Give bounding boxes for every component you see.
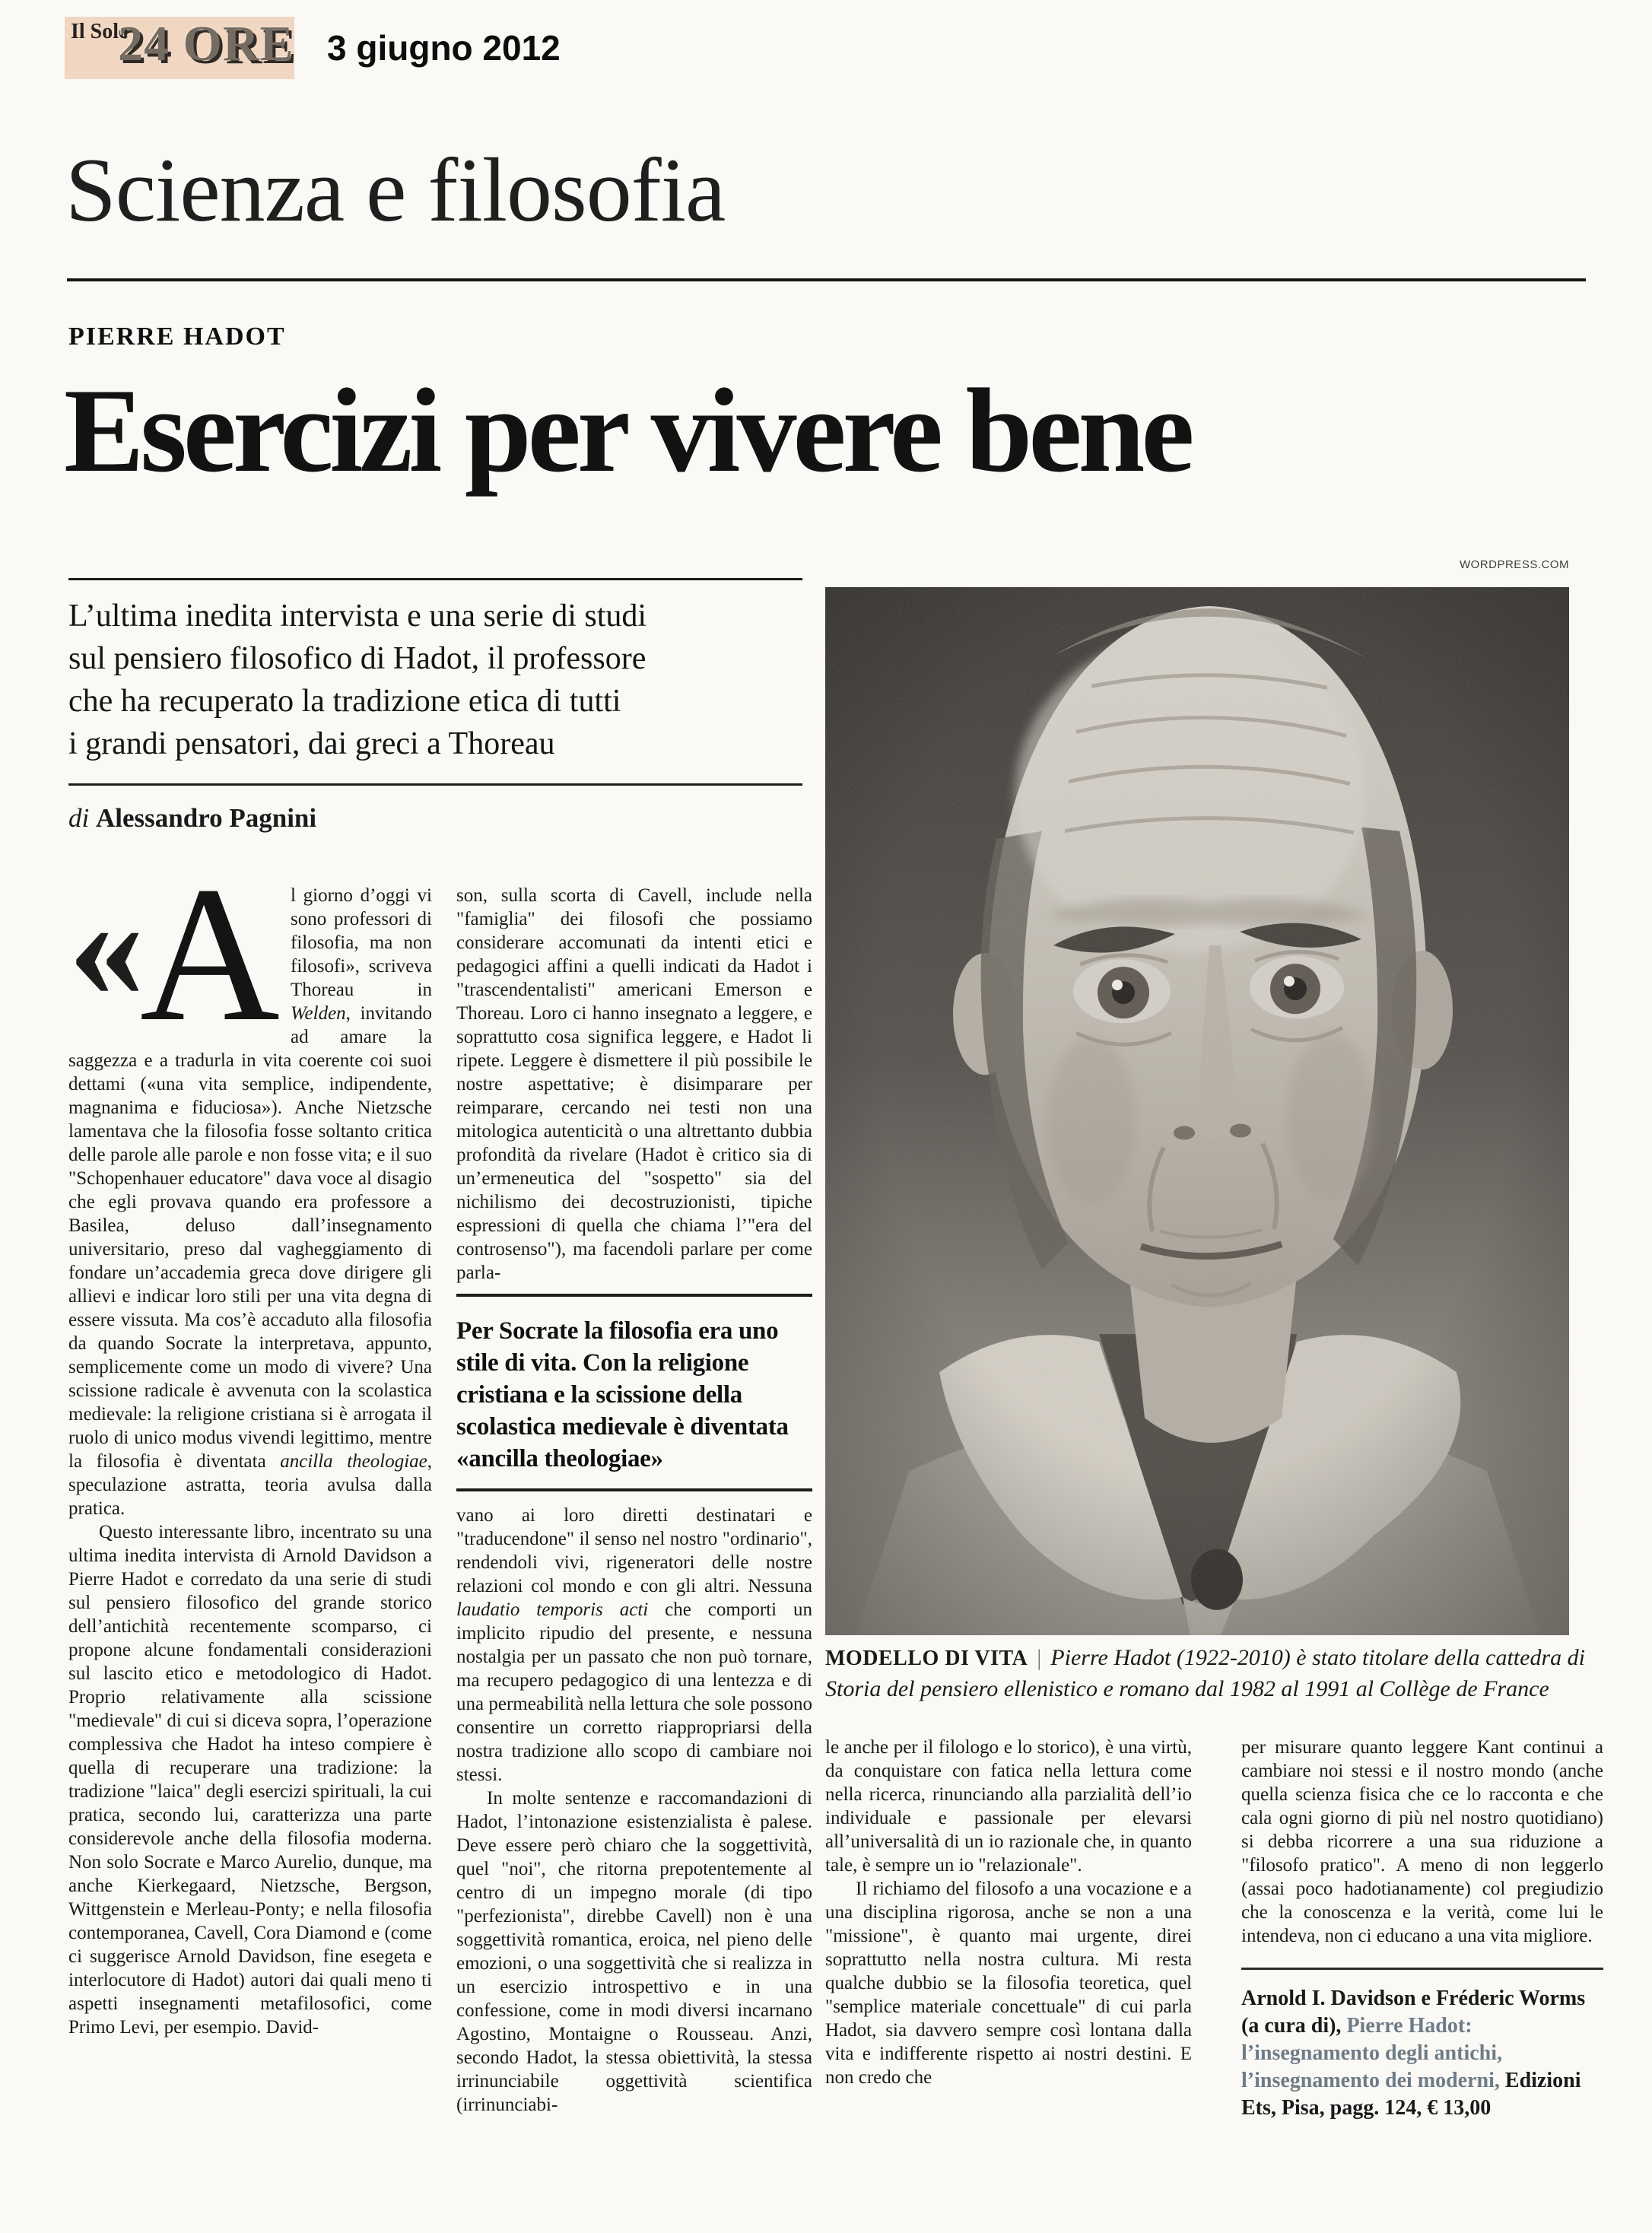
caption-separator: | [1037,1645,1042,1670]
open-guillemet: « [68,862,145,1030]
article-kicker: PIERRE HADOT [68,322,286,351]
pull-quote: Per Socrate la filosofia era uno stile di vita. Con la religione cristiana e la scissione della scolastica medievale è diventata «ancilla theologiae» [456,1294,812,1491]
book-rule [1241,1968,1603,1970]
article-headline: Esercizi per vivere bene [64,364,1191,497]
paragraph: son, sulla scorta di Cavell, include nella "famiglia" dei filosofi che possiamo considerare accomunati da intenti etici e pedagogici affini a quelli indicati da Hadot i "trascendentalisti" americani Emerson e Thoreau. Loro ci hanno insegnato a leggere, e soprattutto cosa significa leggere, e Hadot li ripete. Leggere è dismettere il più possibile le nostre aspettative; è disimparare per reimparare, cercando nei testi non una mitologica autenticità o una altrettanto dubbia profondità da rivelare (Hadot è critico sia di un’ermeneutica del "sospetto" sia del nichilismo dei decostruzionisti, tipiche espressioni di quella che chiama l’"era del controsenso"), ma facendoli parlare per come parla- [456,885,812,1283]
photo-credit: WORDPRESS.COM [1459,558,1569,571]
portrait-illustration [825,587,1569,1635]
paragraph: le anche per il filologo e lo storico), è una virtù, da conquistare con fatica nella lettura come nella ricerca, rinunciando alla parzialità dell’io individuale e passionale per elevarsi all’universalità di un io razionale che, in quanto tale, è sempre un io "relazionale". [825,1737,1192,1876]
drop-cap [68,847,291,1062]
book-reference [1241,1985,1603,2122]
paragraph: vano ai loro diretti destinatari e "traducendone" il senso nel nostro "ordinario", rendendoli vivi, rigeneratori delle nostre relazioni col mondo e con gli altri. Nessuna laudatio temporis acti che comporti un implicito ripudio del presente, e nessuna nostalgia per un passato che non può tornare, ma recupero pedagogico di una lentezza e di una permeabilità nella lettura che sole possono consentire un corretto riappropriarsi della nostra tradizione allo scopo di cambiare noi stessi. [456,1505,813,1785]
masthead-brand-big: 24 ORE [118,16,294,71]
byline-name: Alessandro Pagnini [95,803,317,833]
byline [68,803,316,834]
photo-caption [825,1643,1601,1704]
caption-label: MODELLO DI VITA [825,1647,1028,1670]
section-title: Scienza e filosofia [65,139,726,240]
paragraph [68,847,433,1520]
paragraph: In molte sentenze e raccomandazioni di Hadot, l’intonazione esistenzialista è palese. Deve essere però chiaro che la soggettività, quel "noi", che ritorna prepotentemente al centro di un impegno morale (di tipo "perfezionista", direbbe Cavell) non è una soggettività romantica, eroica, nel pieno delle emozioni, o una soggettività che si realizza in un esercizio introspettivo e in una confessione, come in modi diversi incarnano Agostino, Montaigne o Rousseau. Anzi, secondo Hadot, la stessa obiettività, la stessa irrinunciabile oggettività scientifica (irrinunciabi- [456,1788,812,2115]
standfirst: L’ultima inedita intervista e una serie di studi sul pensiero filosofico di Hadot, il professore che ha recuperato la tradizione etica di tutti i grandi pensatori, dai greci a Thoreau [68,599,647,761]
drop-cap-letter: A [139,847,280,1062]
body-column-1 [68,847,433,2039]
book-publisher: Edizioni Ets, Pisa, pagg. 124, € 13,00 [1241,2069,1581,2120]
paragraph: Questo interessante libro, incentrato su una ultima inedita intervista di Arnold Davidson a Pierre Hadot e corredato da una serie di studi sul pensiero filosofico del grande storico dell’antichità recentemente scomparso, ci propone alcune fondamentali considerazioni sul lascito etico e metodologico di Hadot. Proprio relativamente alla scissione "medievale" di cui si diceva sopra, l’operazione complessiva che Hadot ha inteso compiere è quella di recuperare una tradizione: la tradizione "laica" degli esercizi spirituali, la cui pratica, secondo lui, caratterizza una parte considerevole anche della filosofia moderna. Non solo Socrate e Marco Aurelio, dunque, ma anche Kierkegaard, Nietzsche, Bergson, Wittgenstein e Merleau-Ponty; e nella filosofia contemporanea, Cavell, Cora Diamond e (come ci suggerisce Arnold Davidson, fine esegeta e interlocutore di Hadot) autori dai quali meno ti aspetti insegnamenti metafilosofici, come Primo Levi, per esempio. David- [68,1522,432,2038]
paragraph-text: l giorno d’oggi vi sono professori di filosofia, ma non filosofi», scriveva Thoreau in Welden, invitando ad amare la saggezza e a tradurla in vita coerente coi suoi dettami («una vita semplice, indipendente, magnanima e fiduciosa»). Anche Nietzsche lamentava che la filosofia fosse soltanto critica delle parole alle parole e non fosse vita; e il suo "Schopenhauer educatore" dava voce al disagio che egli provava quando era professore a Basilea, deluso dall’insegnamento universitario, preso dal vagheggiamento di fondare un’accademia greca dove dirigere gli allievi e indicar loro stili per una vita degna di essere vissuta. Ma cos’è accaduto alla filosofia da quando Socrate la interpretava, appunto, semplicemente come un modo di vivere? Una scissione radicale è avvenuta con la scolastica medievale: la religione cristiana si è arrogata il ruolo di unico modus vivendi legittimo, mentre la filosofia è diventata ancilla theologiae, speculazione astratta, teoria avulsa dalla pratica. [68,885,433,1519]
issue-date: 3 giugno 2012 [327,28,561,68]
body-column-4 [1241,1736,1603,2122]
hadot-portrait-photo [825,587,1569,1635]
standfirst-top-rule [68,578,802,580]
paragraph: per misurare quanto leggere Kant continui a cambiare noi stessi e il nostro mondo (anche quella scienza fisica che ce lo racconta e che cala ogni giorno di più nel nostro quotidiano) si debba ricorrere a una sua riduzione a "filosofo pratico". A meno di non leggerlo (assai poco hadotianamente) col pregiudizio che la conoscenza e la verità, come lui le intendeva, non ci educano a una vita migliore. [1241,1737,1603,1946]
body-column-3 [825,1736,1192,2089]
book-title: Pierre Hadot: l’insegnamento degli antichi, l’insegnamento dei moderni, [1241,2014,1505,2092]
paragraph: Il richiamo del filosofo a una vocazione e a una disciplina rigorosa, anche se non a una "missione", è quanto mai urgente, direi soprattutto nella nostra cultura. Mi resta qualche dubbio se la filosofia teoretica, quel "semplice materiale concettuale" di cui parla Hadot, sia davvero sempre così lontana dalla vita e indifferente rispetto ai nostri destini. E non credo che [825,1879,1192,2088]
caption-text: Pierre Hadot (1922-2010) è stato titolare della cattedra di Storia del pensiero ellenistico e romano dal 1982 al 1991 al Collège de France [825,1645,1585,1701]
masthead-logo [65,17,294,79]
section-rule [67,278,1586,281]
body-column-2 [456,884,812,2117]
byline-prefix: di [68,803,90,833]
standfirst-bottom-rule [68,783,802,786]
book-authors: Arnold I. Davidson e Fréderic Worms (a cura di), [1241,1987,1586,2038]
masthead-brand-small: Il Sole [71,20,129,43]
